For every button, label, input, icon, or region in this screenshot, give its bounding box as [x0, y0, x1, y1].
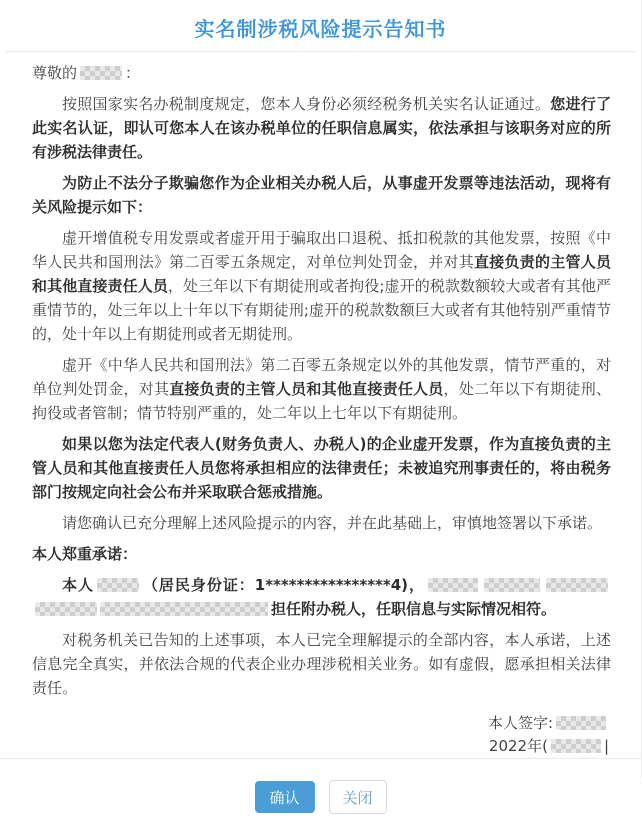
date-suffix: | [603, 737, 609, 755]
redacted-company-1 [428, 578, 478, 592]
close-button[interactable]: 关闭 [329, 780, 387, 814]
salutation-prefix: 尊敬的 [32, 64, 78, 82]
promise-heading: 本人郑重承诺： [32, 545, 138, 563]
redacted-signature [556, 716, 606, 730]
paragraph-personal-promise [32, 573, 611, 621]
promise-id-masked: （居民身份证：1****************4) [141, 576, 409, 594]
redacted-person-name [97, 578, 139, 592]
paragraph-realname-auth [32, 92, 611, 164]
signature-line [32, 712, 609, 735]
promise-line2: 担任附办税人，任职信息与实际情况相符。 [271, 600, 557, 618]
redacted-date [551, 739, 601, 753]
promise-prefix: 本人 [62, 576, 94, 594]
signature-block [32, 712, 611, 758]
date-prefix: 2022年( [488, 737, 548, 755]
paragraph-realname-auth-normal: 按照国家实名办税制度规定，您本人身份必须经税务机关实名认证通过。 [62, 95, 551, 113]
vat-law-bold: 直接负责的主管人员和其他直接责任人员 [32, 253, 611, 295]
redacted-company-3 [546, 578, 608, 592]
confirm-button[interactable]: 确认 [255, 781, 315, 813]
paragraph-vat-invoice-law [32, 226, 611, 346]
redacted-company-5 [100, 602, 268, 616]
paragraph-confirm-understanding: 请您确认已充分理解上述风险提示的内容，并在此基础上，审慎地签署以下承诺。 [62, 514, 603, 532]
dialog-header [0, 0, 641, 51]
paragraph-risk-intro: 为防止不法分子欺骗您作为企业相关办税人后，从事虚开发票等违法活动，现将有关风险提示如下： [32, 174, 611, 216]
notice-body [0, 52, 641, 758]
vat-law-part2: ，处三年以下有期徒刑或者拘役;虚开的税款数额较大或者有其他严重情节的，处三年以上十年以下有期徒刑;虚开的税款数额巨大或者有其他特别严重情节的，处十年以上有期徒刑或者无期徒刑。 [32, 277, 611, 343]
paragraph-legal-rep-warning: 如果以您为法定代表人(财务负责人、办税人)的企业虚开发票，作为直接负责的主管人员和其他直接责任人员您将承担相应的法律责任；未被追究刑事责任的，将由税务部门按规定向社会公布并采取联合惩戒措施。 [32, 435, 611, 501]
other-law-part2: ，处二年以下有期徒刑、拘役或者管制；情节特别严重的，处二年以上七年以下有期徒刑。 [32, 380, 611, 422]
redacted-recipient-name [80, 66, 122, 80]
paragraph-final-commitment: 对税务机关已告知的上述事项，本人已完全理解提示的全部内容，本人承诺，上述信息完全真实，并依法合规的代表企业办理涉税相关业务。如有虚假，愿承担相关法律责任。 [32, 631, 611, 697]
salutation [32, 61, 611, 85]
redacted-company-2 [484, 578, 540, 592]
date-line [32, 735, 609, 758]
salutation-suffix: ： [125, 64, 141, 82]
paragraph-other-invoice-law [32, 353, 611, 425]
dialog-footer [0, 759, 641, 835]
dialog-title: 实名制涉税风险提示告知书 [194, 17, 447, 41]
vat-law-part1: 虚开增值税专用发票或者虚开用于骗取出口退税、抵扣税款的其他发票，按照《中华人民共和国刑法》第二百零五条规定，对单位判处罚金，并对其 [32, 229, 611, 271]
redacted-company-4 [35, 602, 97, 616]
signature-label: 本人签字: [487, 714, 553, 732]
paragraph-realname-auth-bold: 您进行了此实名认证，即认可您本人在该办税单位的任职信息属实，依法承担与该职务对应的所有涉税法律责任。 [32, 95, 611, 161]
other-law-bold: 直接负责的主管人员和其他直接责任人员 [169, 380, 444, 398]
promise-comma: ， [408, 576, 425, 594]
other-law-part1: 虚开《中华人民共和国刑法》第二百零五条规定以外的其他发票，情节严重的，对单位判处罚金，对其 [32, 356, 611, 398]
